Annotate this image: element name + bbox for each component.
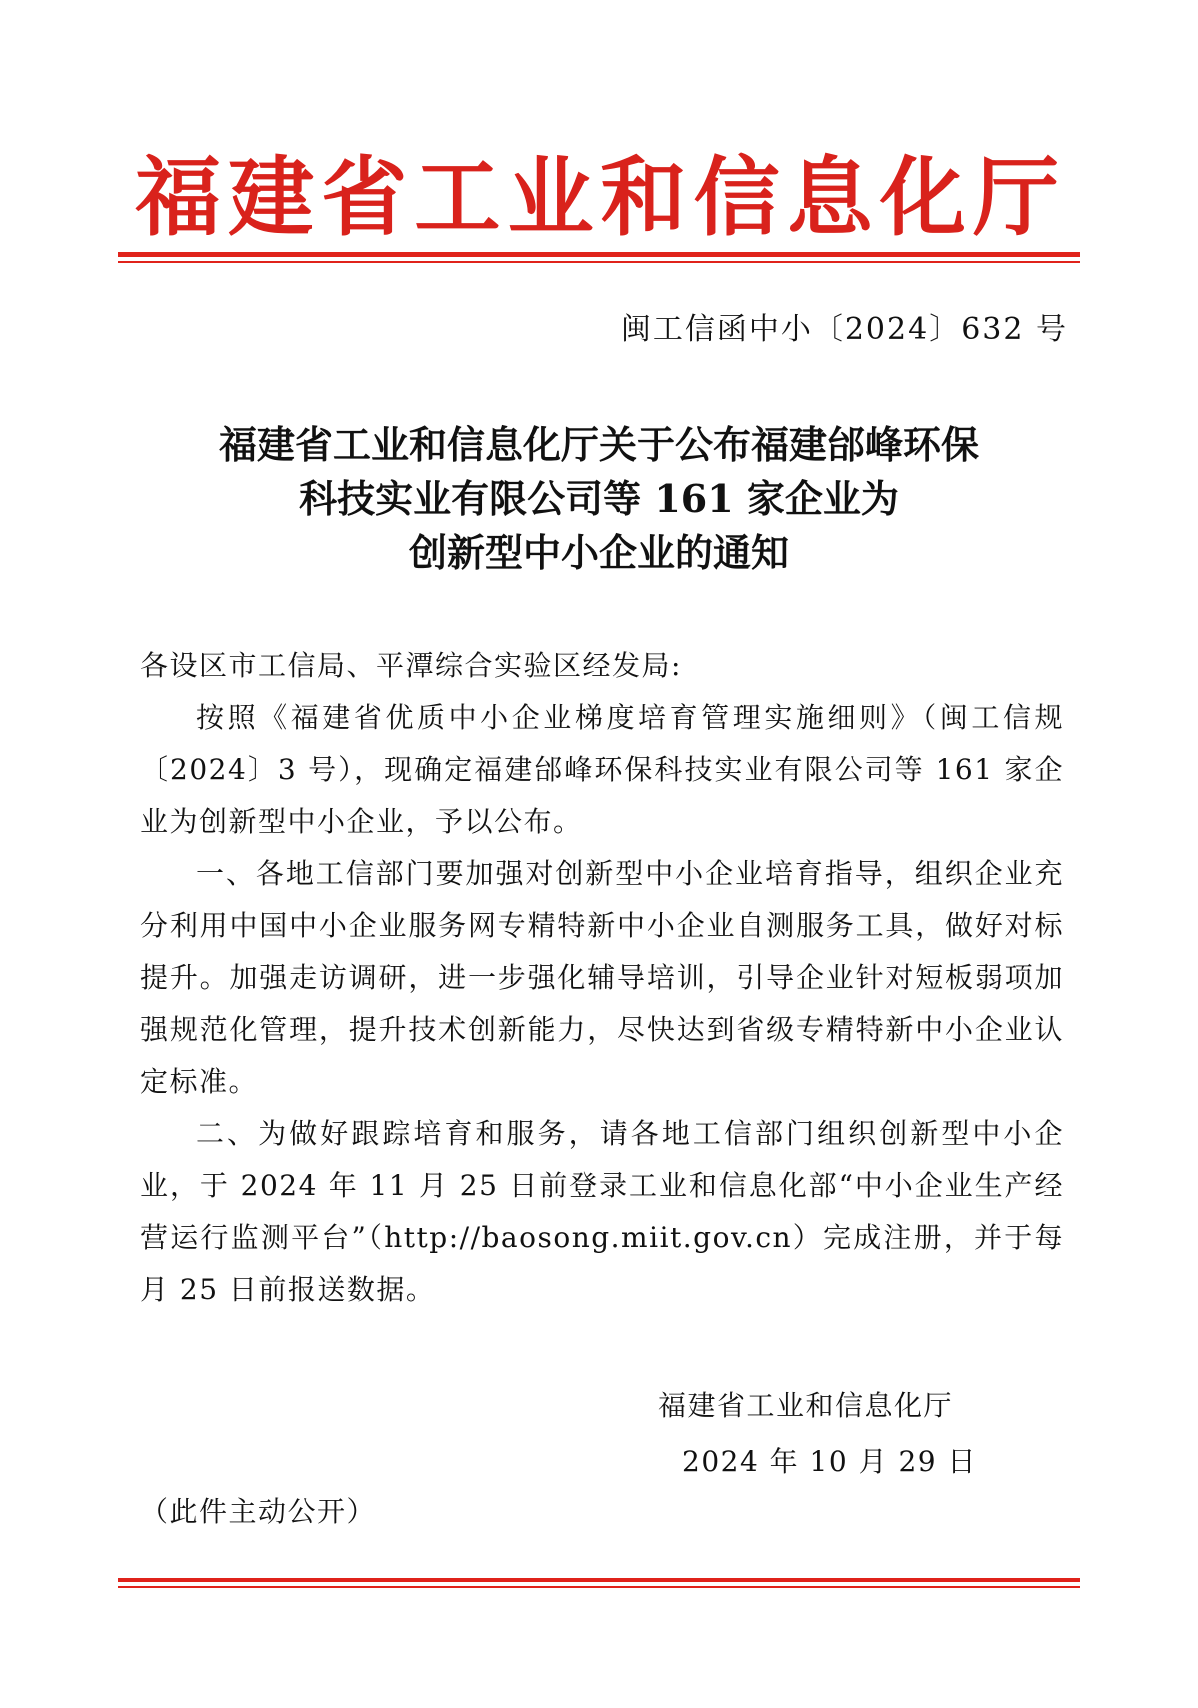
title-line: 科技实业有限公司等 161 家企业为 (299, 476, 899, 521)
body-paragraph: 按照《福建省优质中小企业梯度培育管理实施细则》（闽工信规〔2024〕3 号），现确定福建邰峰环保科技实业有限公司等 161 家企业为创新型中小企业，予以公布。 (140, 701, 1064, 838)
document-title (100, 418, 1098, 580)
masthead-char: 息 (786, 148, 873, 248)
masthead-char: 厅 (972, 148, 1059, 248)
document-number: 闽工信函中小〔2024〕632 号 (620, 312, 1068, 347)
masthead-org-name (132, 148, 1062, 248)
signature-org: 福建省工业和信息化厅 (658, 1389, 954, 1422)
footer-red-rule-thin (118, 1586, 1080, 1588)
masthead-char: 业 (507, 148, 594, 248)
footer-red-rule-thick (118, 1578, 1080, 1582)
signature-date: 2024 年 10 月 29 日 (682, 1445, 978, 1478)
body-paragraph: 二、为做好跟踪培育和服务，请各地工信部门组织创新型中小企业，于 2024 年 11 月 25 日前登录工业和信息化部“中小企业生产经营运行监测平台”（http://baosong.miit.gov.cn）完成注册，并于每月 25 日前报送数据。 (140, 1117, 1064, 1306)
masthead-char: 省 (321, 148, 408, 248)
document-body (140, 640, 1064, 1316)
body-paragraph: 一、各地工信部门要加强对创新型中小企业培育指导，组织企业充分利用中国中小企业服务网专精特新中小企业自测服务工具，做好对标提升。加强走访调研，进一步强化辅导培训，引导企业针对短板弱项加强规范化管理，提升技术创新能力，尽快达到省级专精特新中小企业认定标准。 (140, 857, 1064, 1098)
salutation: 各设区市工信局、平潭综合实验区经发局: (140, 649, 682, 682)
masthead-char: 和 (600, 148, 687, 248)
masthead-char: 福 (135, 148, 221, 248)
masthead-char: 工 (414, 148, 501, 248)
header-red-rule-thick (118, 252, 1080, 257)
masthead-char: 化 (879, 148, 966, 248)
signature-block (658, 1378, 977, 1490)
header-red-rule-thin (118, 261, 1080, 263)
title-line: 创新型中小企业的通知 (408, 530, 789, 575)
disclosure-note: （此件主动公开） (140, 1495, 377, 1528)
masthead-char: 信 (693, 148, 780, 248)
title-line: 福建省工业和信息化厅关于公布福建邰峰环保 (218, 422, 979, 467)
masthead-char: 建 (228, 148, 315, 248)
